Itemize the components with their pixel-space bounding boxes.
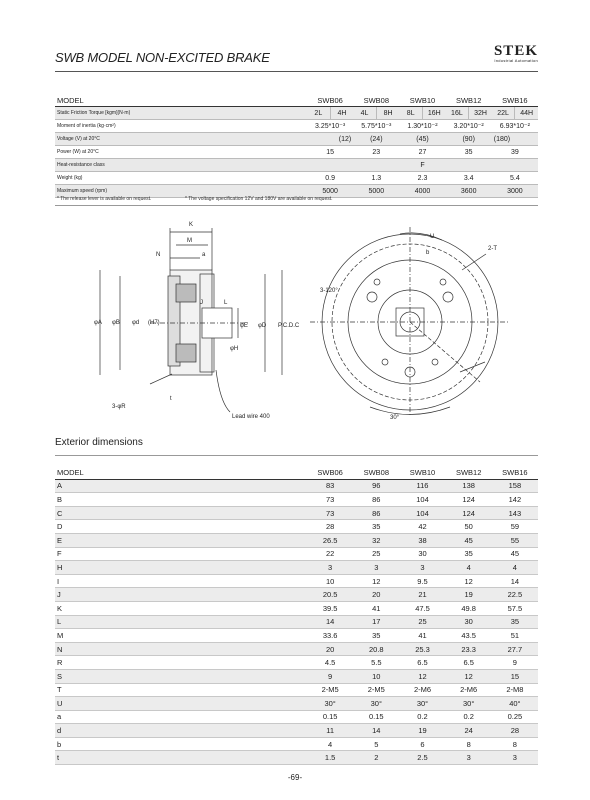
dims-cell: 3 <box>492 751 538 765</box>
spec-voltage-label: Voltage (V) at 20°C <box>55 133 307 146</box>
dim-label-3-120: 3-120° <box>320 288 338 294</box>
spec-cell: 4000 <box>399 185 445 198</box>
spec-cell: 5000 <box>353 185 399 198</box>
dims-cell: 49.8 <box>446 601 492 615</box>
dims-cell: 14 <box>307 615 353 629</box>
dims-cell: 45 <box>446 533 492 547</box>
dims-cell: 27.7 <box>492 642 538 656</box>
spec-header-label: MODEL <box>55 94 307 107</box>
dims-cell: 20 <box>353 588 399 602</box>
dim-label-phi-b: φB <box>112 320 120 326</box>
dims-cell: 86 <box>353 506 399 520</box>
spec-cell: 16L <box>446 107 469 120</box>
dims-cell: 143 <box>492 506 538 520</box>
table-row <box>55 615 538 629</box>
spec-model: SWB12 <box>446 94 492 107</box>
dim-label-phi-e: φE <box>240 323 248 329</box>
dims-row-label: B <box>55 493 307 507</box>
table-row <box>55 601 538 615</box>
table-row <box>55 561 538 575</box>
dims-cell: 4 <box>307 737 353 751</box>
dims-cell: 11 <box>307 724 353 738</box>
dims-cell: 2-M6 <box>399 683 445 697</box>
dims-row-label: H <box>55 561 307 575</box>
dim-label-t: t <box>170 396 172 402</box>
dims-row-label: C <box>55 506 307 520</box>
dims-cell: 9 <box>492 656 538 670</box>
spec-cell: 8L <box>399 107 422 120</box>
spec-cell: 4L <box>353 107 376 120</box>
dims-cell: 14 <box>353 724 399 738</box>
dims-cell: 2.5 <box>399 751 445 765</box>
dims-cell: 6.5 <box>399 656 445 670</box>
spec-cell: 6.93*10⁻² <box>492 120 538 133</box>
dims-cell: 19 <box>446 588 492 602</box>
dim-label-h7: (H7) <box>148 320 160 326</box>
dims-cell: 20.5 <box>307 588 353 602</box>
dims-cell: 50 <box>446 520 492 534</box>
logo-text: STEK <box>493 43 538 59</box>
dims-cell: 22.5 <box>492 588 538 602</box>
dims-header-row <box>55 466 538 479</box>
dims-cell: 2-M5 <box>307 683 353 697</box>
dims-cell: 104 <box>399 506 445 520</box>
dims-cell: 24 <box>446 724 492 738</box>
dims-cell: 3 <box>307 561 353 575</box>
dims-cell: 73 <box>307 506 353 520</box>
table-row <box>55 533 538 547</box>
table-row <box>55 588 538 602</box>
dims-model: SWB16 <box>492 466 538 479</box>
dims-row-label: N <box>55 642 307 656</box>
spec-model: SWB08 <box>353 94 399 107</box>
dims-cell: 20 <box>307 642 353 656</box>
dims-cell: 4.5 <box>307 656 353 670</box>
dims-row-label: F <box>55 547 307 561</box>
table-row <box>55 479 538 493</box>
dims-cell: 12 <box>446 669 492 683</box>
spec-cell: 5.4 <box>492 172 538 185</box>
dims-cell: 57.5 <box>492 601 538 615</box>
spec-speed-label: Maximum speed (rpm) <box>55 185 307 198</box>
dims-cell: 0.15 <box>353 710 399 724</box>
dims-cell: 21 <box>399 588 445 602</box>
dims-cell: 28 <box>492 724 538 738</box>
spec-model: SWB16 <box>492 94 538 107</box>
dims-cell: 12 <box>353 574 399 588</box>
dims-row-label: J <box>55 588 307 602</box>
spec-power-label: Power (W) at 20°C <box>55 146 307 159</box>
dims-cell: 2-M8 <box>492 683 538 697</box>
spec-cell: 0.9 <box>307 172 353 185</box>
dim-label-2-t: 2-T <box>488 246 497 252</box>
section-title: Exterior dimensions <box>55 437 143 448</box>
spec-cell: 5000 <box>307 185 353 198</box>
dims-cell: 15 <box>492 669 538 683</box>
dims-cell: 10 <box>353 669 399 683</box>
dims-cell: 2-M5 <box>353 683 399 697</box>
table-row <box>55 520 538 534</box>
spec-model: SWB10 <box>399 94 445 107</box>
dims-row-label: a <box>55 710 307 724</box>
dims-cell: 26.5 <box>307 533 353 547</box>
dims-cell: 30° <box>446 697 492 711</box>
dims-cell: 32 <box>353 533 399 547</box>
dims-table <box>55 466 538 765</box>
dims-row-label: T <box>55 683 307 697</box>
spec-inertia-row <box>55 120 538 133</box>
dims-cell: 124 <box>446 506 492 520</box>
spec-cell: 35 <box>446 146 492 159</box>
dims-cell: 20.8 <box>353 642 399 656</box>
logo-subtitle: Industrial Automation <box>494 58 538 63</box>
dim-label-30: 30° <box>390 415 400 421</box>
dim-label-lead-wire: Lead wire 400 <box>232 414 270 420</box>
spec-cell: 3000 <box>492 185 538 198</box>
dims-cell: 138 <box>446 479 492 493</box>
dims-row-label: M <box>55 629 307 643</box>
spec-voltage-row <box>55 133 538 146</box>
spec-cell: 8H <box>376 107 399 120</box>
dims-cell: 2-M6 <box>446 683 492 697</box>
dims-cell: 5.5 <box>353 656 399 670</box>
spec-rule <box>55 205 538 206</box>
dims-cell: 86 <box>353 493 399 507</box>
dims-body <box>55 466 538 765</box>
spec-cell: 16H <box>423 107 446 120</box>
dims-row-label: b <box>55 737 307 751</box>
dims-cell: 8 <box>446 737 492 751</box>
table-row <box>55 683 538 697</box>
dims-row-label: U <box>55 697 307 711</box>
dims-cell: 1.5 <box>307 751 353 765</box>
dims-model: SWB08 <box>353 466 399 479</box>
dims-cell: 35 <box>492 615 538 629</box>
page-number: -69- <box>287 773 303 782</box>
spec-cell: 4H <box>330 107 353 120</box>
dims-cell: 33.6 <box>307 629 353 643</box>
spec-cell: 5.75*10⁻³ <box>353 120 399 133</box>
dims-cell: 40° <box>492 697 538 711</box>
dim-label-a: a <box>202 252 206 258</box>
spec-cell: 44H <box>515 107 538 120</box>
section-rule <box>55 455 538 456</box>
note-release-lever: * The release lever is available on request. <box>57 196 152 202</box>
spec-cell: 3.4 <box>446 172 492 185</box>
spec-table <box>55 94 538 198</box>
dims-cell: 3 <box>399 561 445 575</box>
spec-torque-label: Static Friction Torque [kgm](N·m) <box>55 107 307 120</box>
brand-logo <box>490 42 538 66</box>
dims-row-label: D <box>55 520 307 534</box>
dim-label-phi-d: φd <box>132 320 140 326</box>
dims-cell: 30° <box>399 697 445 711</box>
dims-cell: 124 <box>446 493 492 507</box>
note-voltage: * The voltage specification 12V and 180V are available on request. <box>185 196 333 202</box>
spec-cell: 3600 <box>446 185 492 198</box>
dims-cell: 35 <box>353 629 399 643</box>
dim-label-j: J <box>200 300 203 306</box>
spec-heat-row <box>55 159 538 172</box>
spec-cell: 3.25*10⁻³ <box>307 120 353 133</box>
dims-cell: 51 <box>492 629 538 643</box>
dims-cell: 35 <box>353 520 399 534</box>
dims-cell: 8 <box>492 737 538 751</box>
table-row <box>55 669 538 683</box>
table-row <box>55 506 538 520</box>
dims-cell: 158 <box>492 479 538 493</box>
table-row <box>55 493 538 507</box>
dims-row-label: L <box>55 615 307 629</box>
dims-cell: 104 <box>399 493 445 507</box>
dims-model: SWB10 <box>399 466 445 479</box>
dims-cell: 30° <box>307 697 353 711</box>
dims-model: SWB12 <box>446 466 492 479</box>
spec-cell: 27 <box>399 146 445 159</box>
dims-cell: 17 <box>353 615 399 629</box>
dims-header-label: MODEL <box>55 466 307 479</box>
dims-cell: 4 <box>446 561 492 575</box>
dims-cell: 116 <box>399 479 445 493</box>
table-row <box>55 656 538 670</box>
dims-cell: 23.3 <box>446 642 492 656</box>
dims-row-label: E <box>55 533 307 547</box>
dim-label-3-phi-r: 3-φR <box>112 404 126 410</box>
dims-cell: 14 <box>492 574 538 588</box>
dims-cell: 22 <box>307 547 353 561</box>
table-row <box>55 629 538 643</box>
spec-cell: 1.3 <box>353 172 399 185</box>
table-row <box>55 574 538 588</box>
dims-row-label: I <box>55 574 307 588</box>
dims-cell: 3 <box>446 751 492 765</box>
dims-cell: 25 <box>353 547 399 561</box>
dims-cell: 6.5 <box>446 656 492 670</box>
dims-cell: 73 <box>307 493 353 507</box>
table-row <box>55 697 538 711</box>
dims-cell: 83 <box>307 479 353 493</box>
spec-cell: 15 <box>307 146 353 159</box>
spec-weight-label: Weight (kg) <box>55 172 307 185</box>
brake-drawing <box>90 212 530 424</box>
dims-cell: 142 <box>492 493 538 507</box>
dims-cell: 47.5 <box>399 601 445 615</box>
table-row <box>55 751 538 765</box>
spec-cell: 2L <box>307 107 330 120</box>
dims-cell: 25 <box>399 615 445 629</box>
spec-cell: 2.3 <box>399 172 445 185</box>
page-title: SWB MODEL NON-EXCITED BRAKE <box>55 50 270 65</box>
dim-label-n: N <box>156 252 161 258</box>
dims-cell: 39.5 <box>307 601 353 615</box>
dims-cell: 0.2 <box>399 710 445 724</box>
dims-cell: 59 <box>492 520 538 534</box>
dims-cell: 12 <box>446 574 492 588</box>
spec-cell: F <box>307 159 538 172</box>
spec-cell: 1.30*10⁻² <box>399 120 445 133</box>
spec-header-row <box>55 94 538 107</box>
table-row <box>55 547 538 561</box>
spec-power-row <box>55 146 538 159</box>
dims-model: SWB06 <box>307 466 353 479</box>
dims-cell: 2 <box>353 751 399 765</box>
dim-label-k: K <box>189 222 194 228</box>
dim-label-phi-d-outer: φD <box>258 323 267 329</box>
dims-cell: 0.25 <box>492 710 538 724</box>
dim-label-phi-h: φH <box>230 346 239 352</box>
spec-cell: (12) <box>307 133 353 146</box>
spec-inertia-label: Moment of inertia (kg·cm²) <box>55 120 307 133</box>
dims-cell: 25.3 <box>399 642 445 656</box>
dims-cell: 28 <box>307 520 353 534</box>
spec-cell: (90) <box>446 133 492 146</box>
dim-label-b: b <box>426 250 430 256</box>
dims-cell: 35 <box>446 547 492 561</box>
dim-label-l: L <box>224 300 228 306</box>
dims-cell: 5 <box>353 737 399 751</box>
dims-cell: 42 <box>399 520 445 534</box>
dims-cell: 9.5 <box>399 574 445 588</box>
dim-label-m: M <box>187 238 192 244</box>
table-row <box>55 724 538 738</box>
dims-cell: 19 <box>399 724 445 738</box>
spec-weight-row <box>55 172 538 185</box>
dims-row-label: R <box>55 656 307 670</box>
spec-cell: 39 <box>492 146 538 159</box>
dims-cell: 41 <box>353 601 399 615</box>
dims-cell: 45 <box>492 547 538 561</box>
dims-cell: 6 <box>399 737 445 751</box>
dim-label-phi-a: φA <box>94 320 102 326</box>
dims-cell: 0.2 <box>446 710 492 724</box>
dims-cell: 55 <box>492 533 538 547</box>
spec-cell: 22L <box>492 107 515 120</box>
spec-heat-label: Heat-resistance class <box>55 159 307 172</box>
dims-cell: 96 <box>353 479 399 493</box>
dim-label-pcd-c: P.C.D.C <box>278 323 300 329</box>
spec-model: SWB06 <box>307 94 353 107</box>
dims-row-label: d <box>55 724 307 738</box>
spec-torque-row <box>55 107 538 120</box>
table-row <box>55 642 538 656</box>
spec-cell: (180) <box>492 133 538 146</box>
dims-cell: 30° <box>353 697 399 711</box>
dims-cell: 12 <box>399 669 445 683</box>
dims-row-label: S <box>55 669 307 683</box>
dims-row-label: t <box>55 751 307 765</box>
dims-cell: 30 <box>399 547 445 561</box>
spec-cell: (24) <box>353 133 399 146</box>
dims-row-label: K <box>55 601 307 615</box>
spec-cell: 3.20*10⁻² <box>446 120 492 133</box>
dims-cell: 0.15 <box>307 710 353 724</box>
dims-cell: 43.5 <box>446 629 492 643</box>
dims-row-label: A <box>55 479 307 493</box>
dims-cell: 30 <box>446 615 492 629</box>
table-row <box>55 710 538 724</box>
spec-cell: (45) <box>399 133 445 146</box>
dims-cell: 10 <box>307 574 353 588</box>
dims-cell: 3 <box>353 561 399 575</box>
dim-label-u: U <box>430 234 435 240</box>
header-rule <box>55 71 538 72</box>
table-row <box>55 737 538 751</box>
spec-cell: 32H <box>469 107 492 120</box>
dims-cell: 9 <box>307 669 353 683</box>
spec-cell: 23 <box>353 146 399 159</box>
dims-cell: 4 <box>492 561 538 575</box>
dims-cell: 41 <box>399 629 445 643</box>
dims-cell: 38 <box>399 533 445 547</box>
